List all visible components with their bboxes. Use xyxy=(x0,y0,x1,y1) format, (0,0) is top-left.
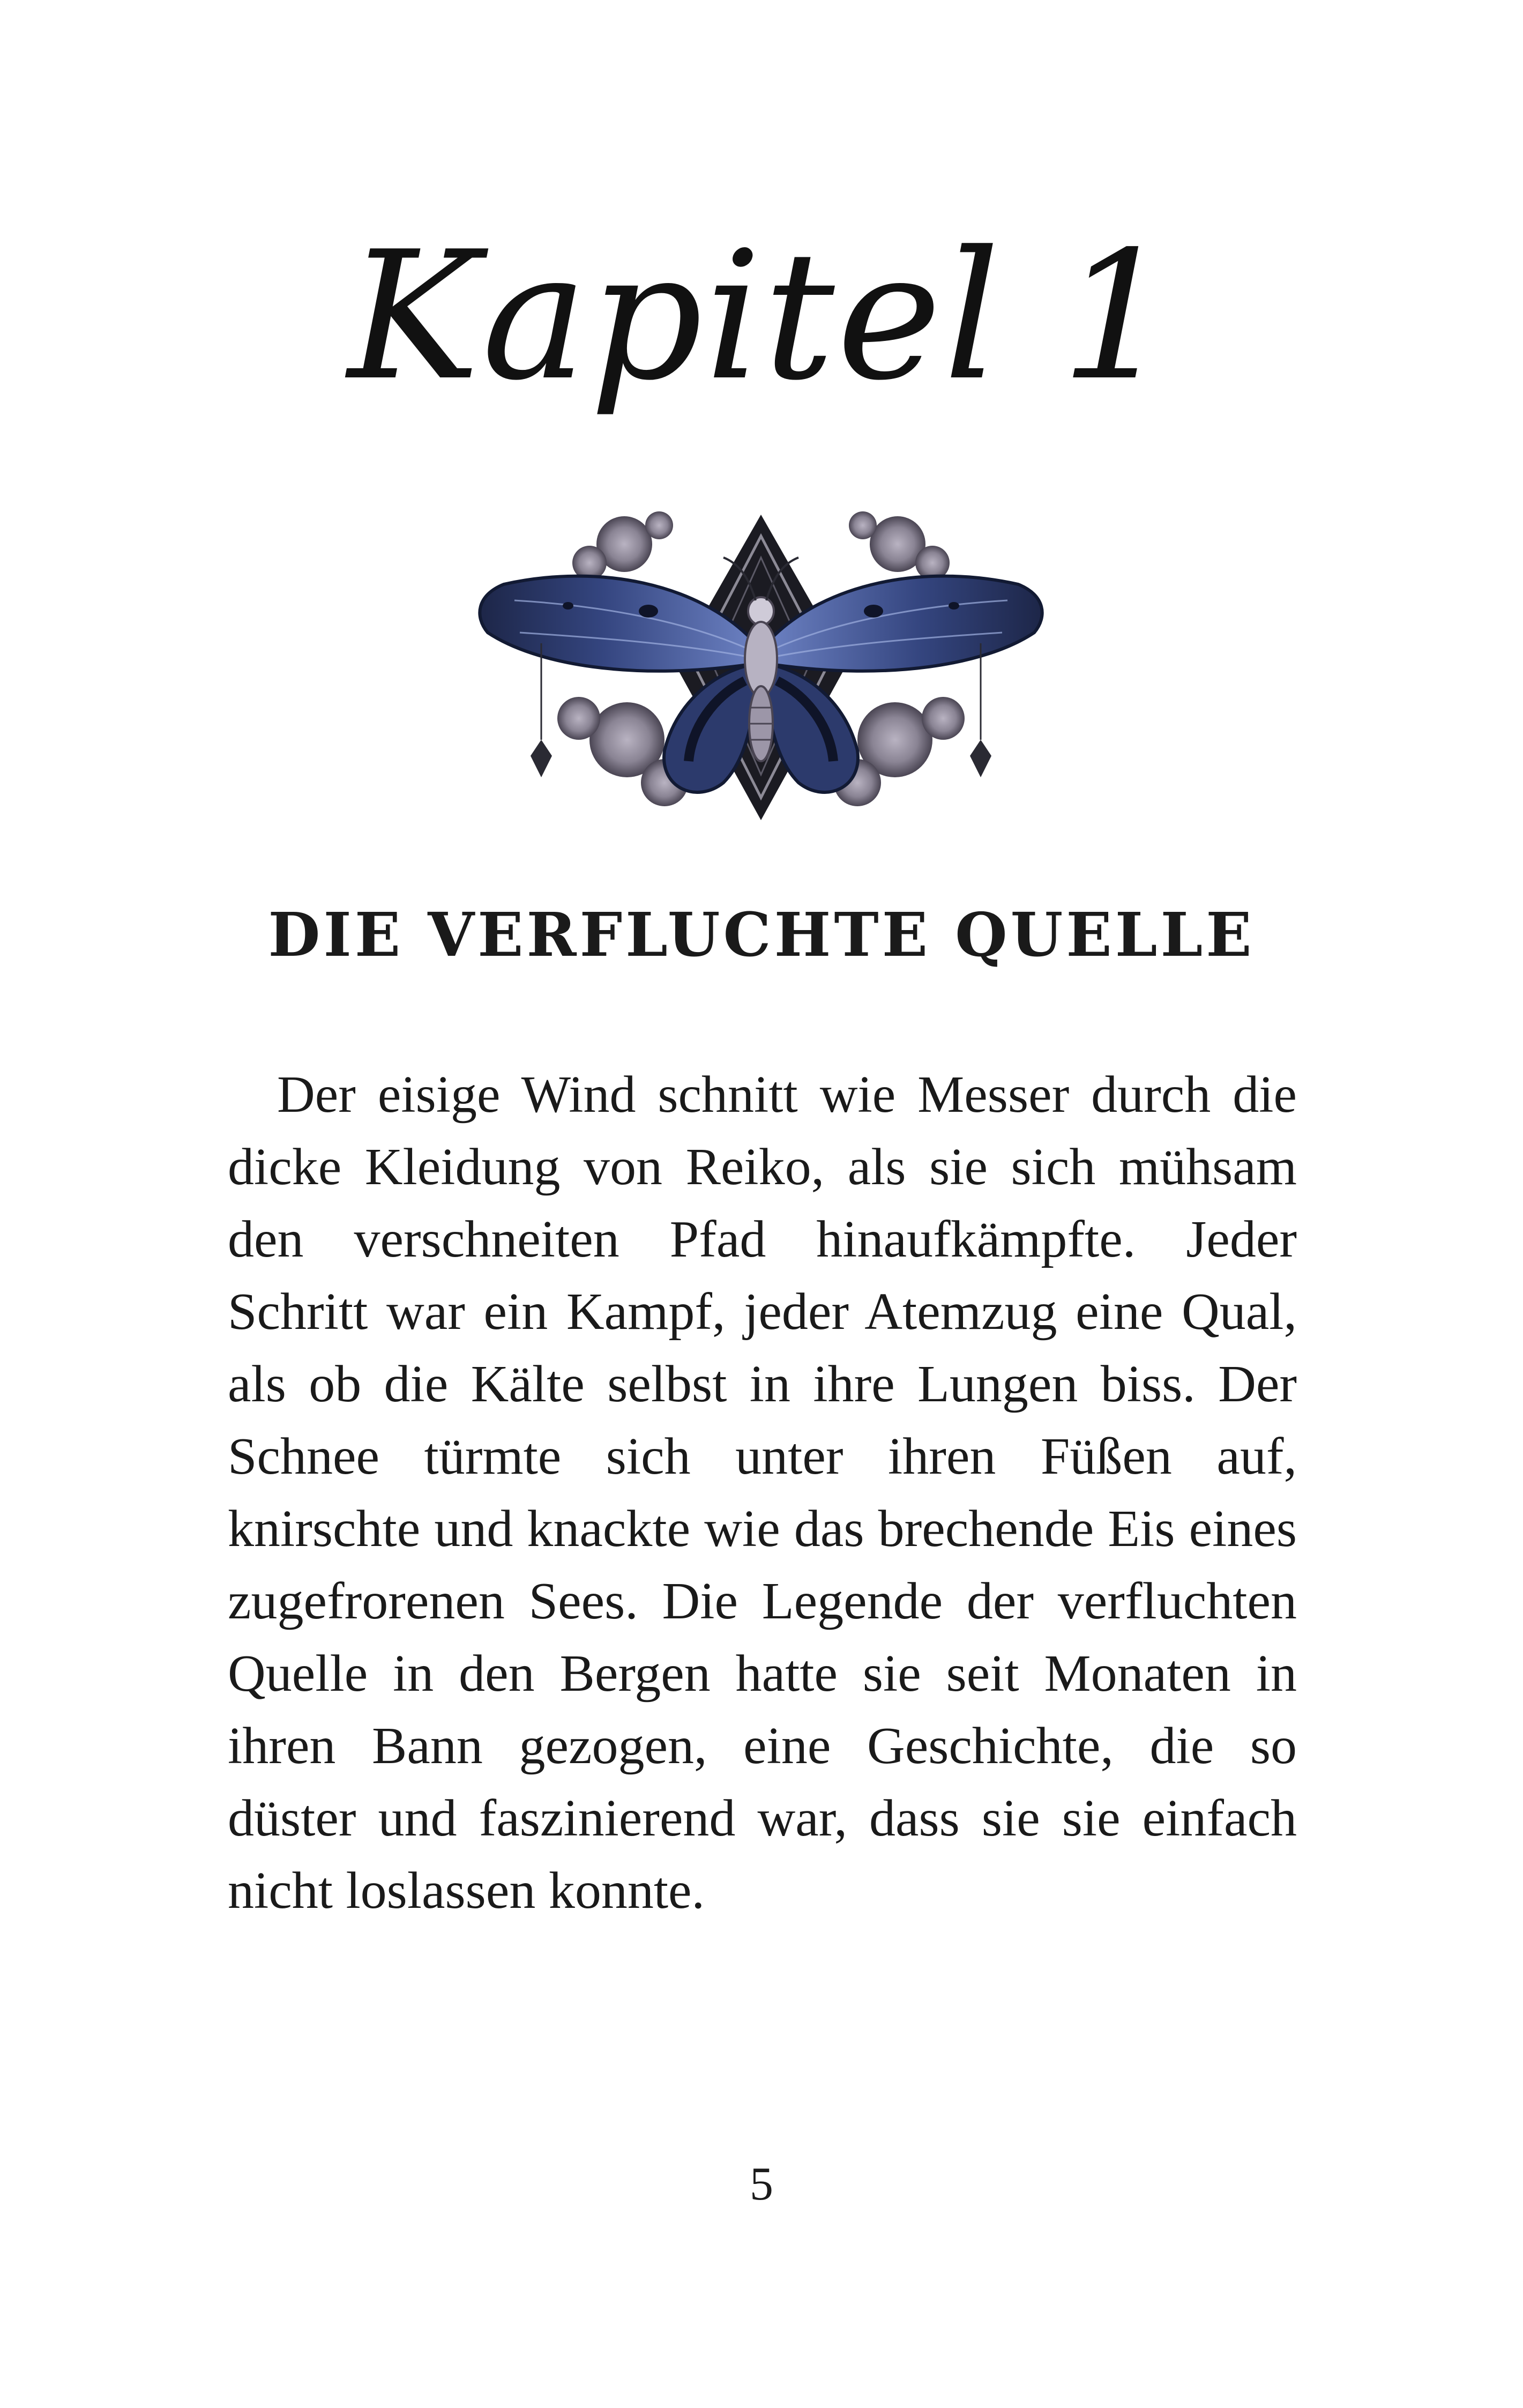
chapter-subtitle: DIE VERFLUCHTE QUELLE xyxy=(268,900,1255,970)
butterfly-rose-ornament-icon xyxy=(472,504,1050,836)
rose-top-left xyxy=(572,511,673,580)
rose-top-right xyxy=(849,511,950,580)
body-paragraph: Der eisige Wind schnitt wie Messer durch die dicke Kleidung von Reiko, als sie sich mühsam den verschneiten Pfad hinaufkämpfte. Jeder Schritt war ein Kampf, jeder Atemzug eine Qual, als ob die Kälte selbst in ihre Lungen biss. Der Schnee türmte sich unter ihren Füßen auf, knirschte und knackte wie das brechende Eis eines zugefrorenen Sees. Die Legende der verfluchten Quelle in den Bergen hatte sie seit Monaten in ihren Bann gezogen, eine Geschichte, die so düster und faszinierend war, dass sie sie einfach nicht loslassen konnte. xyxy=(228,1066,1297,1920)
page-number: 5 xyxy=(750,2158,773,2210)
chapter-heading: Kapitel 1 xyxy=(347,213,1176,419)
